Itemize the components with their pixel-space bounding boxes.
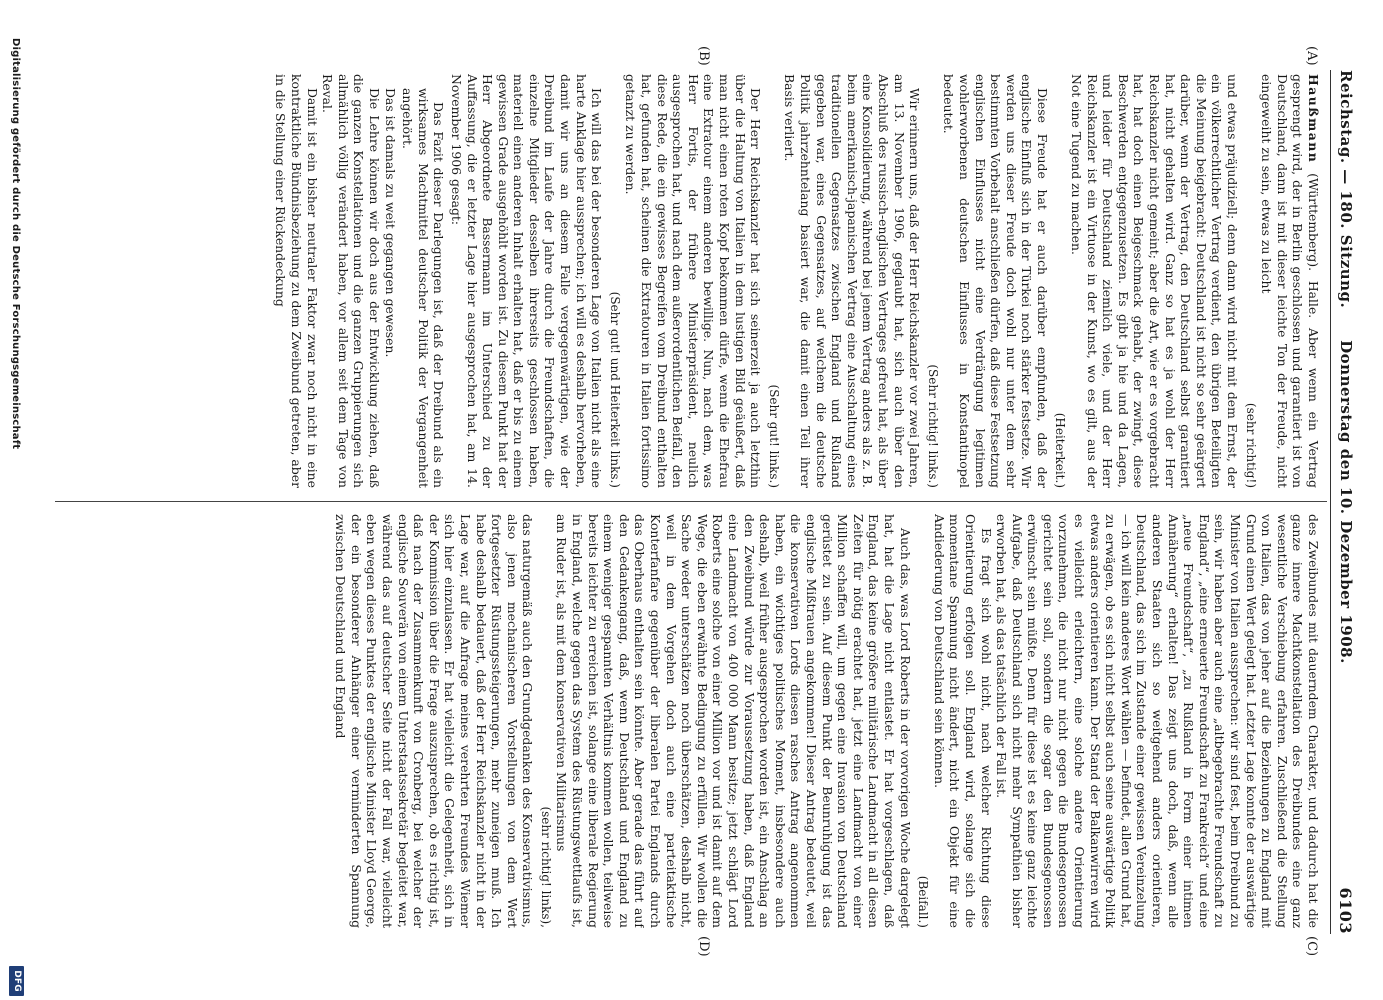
block-quote: Das Fazit dieser Darlegungen ist, daß der Dreibund als ein wirksames Machtmittel deutscher Politik der Vergangenheit angehört. [400, 88, 447, 488]
interjection: (Sehr gut! links.) [766, 384, 781, 488]
paragraph: und etwas präjudiziell; denn dann wird nicht mit dem Ernst, der ein völkerrechtlicher Vertrag verdient, den übrigen Beteiligten die Meinung beigebracht: Deutschland ist nicht so sehr geärgert darüber, wenn der Vertrag, den Deutschland selbst garantiert hat, nicht gehalten wird. Ganz so hat es ja wohl der Herr Reichskanzler nicht gemeint; aber die Art, wie er es vorgebracht hat, hat doch einen Beigeschmack gehabt, der zwingt, diese Beschwerden entgegenzusetzen. Es gibt ja hie und da Lagen, und leider für Deutschland ziemlich viele, und der Herr Reichskanzler ist ein Virtuose in der Kunst, wo es gilt, aus der Not eine Tugend zu machen. [1069, 74, 1241, 488]
page-number: 6103 [1336, 887, 1355, 934]
session-date: Donnerstag den 10. Dezember 1908. [1337, 340, 1355, 664]
paragraph: Ich will das bei der besonderen Lage von Italien nicht als eine harte Anklage hier aussprechen; ich will es deshalb hervorheben, damit wir uns an diesem Falle vergegenwärtigen, wie der Dreibund im Laufe der Jahre durch die Freundschaften, die einzelne Mitglieder desselben ihrerseits geschlossen haben, materiell einen anderen Inhalt erhalten hat, daß er bis zu einem gewissen Grade ausgehöhlt worden ist. Zu diesem Punkt hat der Herr Abgeordnete Bassermann im Unterschied zu der Auffassung, die er letzter Lage hier ausgesprochen hat, am 14. November 1906 gesagt: [448, 74, 605, 488]
interjection: (sehr richtig! links), [538, 806, 553, 928]
interjection: (Beifall.) [916, 875, 931, 928]
margin-marker-b: (B) [696, 46, 711, 66]
column-rule [55, 501, 1327, 502]
paragraph: das naturgemäß auch den Grundgedanken des Konservativismus, also jenen mechanischeren Vorstellungen von dem Wert fortgesetzter Rüstungssteigerungen, mehr zuneigen muß. Ich habe deshalb bedauert, daß der Herr Reichskanzler nicht in der Lage war, auf die Anfrage meines verehrten Freundes Wiemer sich hier einzulassen. Er hat vielleicht die Gelegenheit, sich in der Kommission über die Frage auszusprechen, ob es richtig ist, daß nach der Zusammenkunft von Cronberg, bei welcher der englische Souverän von einem Unterstaatssekretär begleitet war, während das auf deutscher Seite nicht der Fall war, vielleicht eben wegen dieses Punktes der englische Minister Lloyd George, der ein besonderer Anhänger einer verminderten Spannung zwischen Deutschland und England [333, 514, 536, 928]
speaker-name: Haußmann [1306, 74, 1321, 164]
interjection: (Sehr richtig! links.) [925, 364, 940, 488]
paragraph: Die Lehre können wir doch aus der Entwicklung ziehen, daß die ganzen Konstellationen und die ganzen Gruppierungen sich allmählich völlig verändert haben, vor allem seit dem Tage von Reval. [320, 74, 382, 488]
paragraph: Diese Freude hat er auch darüber empfunden, daß der englische Einfluß sich in der Türkei noch stärker festsetze. Wir werden uns dieser Freude doch wohl nur unter dem sehr bestimmten Vorbehalt anschließen dürfen, daß diese Festsetzung englischen Einflusses nicht eine Verdrängung legitimen wohlerworbenen deutschen Einflusses in Konstantinopel bedeutet. [941, 74, 1050, 488]
paragraph: Wir erinnern uns, daß der Herr Reichskanzler vor zwei Jahren, am 13. November 1906, geglaubt hat, sich auch über den Abschluß des russisch-englischen Vertrages gefreut hat, als über eine Konsolidierung, während bei jenem Vertrag anders als z. B. beim amerikanisch-japanischen Vertrag eine Ausschaltung eines traditionellen Gegensatzes zwischen England und Rußland gegeben war, eines Gegensatzes, auf welchem die deutsche Politik jahrzehntelang basiert war, die damit einen Teil ihrer Basis verliert. [782, 74, 923, 488]
paragraph: des Zweibundes mit dauerndem Charakter, und dadurch hat die ganze innere Machtkonstellation des Dreibundes eine ganz wesentliche Verschiebung erfahren. Zuschließend die Stellung von Italien, das von jeher auf die Beziehungen zu England mit Grund einen Wert gelegt hat. Letzter Lage konnte der auswärtige Minister von Italien aussprechen: wir sind fest, beim Dreibund zu sein, wir haben aber auch eine „altbegebrachte Freundschaft zu England“, „eine erneuerte Freundschaft zu Frankreich“ und eine „neue Freundschaft“, „zu Rußland in Form einer intimen Annäherung“ erhalten! Das zeigt uns doch, daß, wenn alle anderen Staaten sich so weitgehend anders orientieren, Deutschland, das sich im Zustande einer gewissen Vereinzelung — ich will kein anderes Wort wählen — befindet, allen Grund hat, zu erwägen, ob es sich nicht selbst auch seine auswärtige Politik etwas anders orientieren kann. Der Stand der Balkanwirren wird es vielleicht erleichtern, eine solche andere Orientierung vorzunehmen, die nicht nur nicht gegen die Bundesgenossen gerichtet sein soll, sondern die sogar den Bundesgenossen erwünscht sein müßte. Denn für diese ist es keine ganz leichte Aufgabe, daß Deutschland sich nicht mehr Sympathien bisher erworben hat, als das tatsächlich der Fall ist. [994, 514, 1321, 928]
header-rule [1330, 70, 1331, 934]
paragraph: Es fragt sich wohl nicht, nach welcher Richtung diese Orientierung erfolgen soll. England wird, solange sich die momentane Spannung nicht ändert, nicht ein Objekt für eine Andiederung von Deutschland sein können. [931, 514, 994, 928]
right-column [58, 514, 1321, 928]
paragraph: Das ist damals zu weit gegangen gewesen. [382, 88, 398, 358]
margin-marker-a: (A) [1304, 46, 1319, 66]
margin-marker-d: (D) [696, 936, 711, 957]
session-title: Reichstag. — 180. Sitzung. [1337, 70, 1355, 309]
paragraph: Der Herr Reichskanzler hat sich seinerzeit ja auch letzthin über die Haltung von Italien in dem lustigen Bild geäußert, daß man nicht einen roten Kopf bekommen dürfe, wenn die Ehefrau eine Extratour einem anderen bewillige. Nun, nach dem, was Herr Fortis, der frühere Ministerpräsident, neulich ausgesprochen hat, und nach dem außerordentlichen Beifall, den diese Rede, die ein gewisses Begreifen vom Dreibund enthalten hat, gefunden hat, scheinen die Extratouren in Italien fortissimo getanzt zu werden. [623, 74, 764, 488]
running-head [1331, 70, 1361, 934]
left-column [58, 74, 1321, 488]
speaker-region: (Württemberg). [1306, 173, 1321, 272]
dfg-logo: DFG [9, 966, 24, 996]
paragraph-text: Halle. Aber wenn ein Vertrag gesprengt wird, der in Berlin geschlossen und garantiert ist von Deutschland, dann ist mit dieser leichte Ton der Freude, nicht eingeweiht zu sein, etwas zu leicht [1259, 74, 1321, 488]
digitization-credit [6, 0, 24, 1000]
credit-text: Digitalisierung gefördert durch die Deutsche Forschungsgemeinschaft [10, 38, 21, 450]
margin-marker-c: (C) [1304, 936, 1319, 957]
paragraph [1259, 74, 1321, 488]
interjection: (Sehr gut! und Heiterkeit links.) [607, 291, 622, 488]
interjection: (Heiterkeit.) [1053, 412, 1068, 488]
interjection: (sehr richtig!) [1243, 402, 1258, 488]
paragraph: Auch das, was Lord Roberts in der vorvorigen Woche dargelegt hat, hat die Lage nicht entlastet. Er hat vorgeschlagen, daß England, das keine größere militärische Landmacht in all diesen Zeiten für nötig erachtet hat, jetzt eine Landmacht von einer Million schaffen will, um gegen eine Invasion von Deutschland gerüstet zu sein. Auf diesem Punkt der Beunruhigung ist das englische Mißtrauen angekommen! Dieser Antrag bedeutet, weil die konservativen Lords diesen rasches Antrag angenommen haben, ein wichtiges politisches Moment, insbesondere auch deshalb, weil früher ausgesprochen worden ist, ein Anschlag an den Zweibund würde zur Voraussetzung haben, daß England eine Landmacht von 400 000 Mann besitze; jetzt schlägt Lord Roberts eine solche von einer Million vor und ist damit auf dem Wege, die eben erwähnte Bedingung zu erfüllen. Wir wollen die Sache weder unterschätzen noch überschätzen, deshalb nicht, weil in dem Vorgehen doch auch eine parteitaktische Konterfanfare gegenüber der liberalen Partei Englands durch das Oberhaus enthalten sein könnte. Aber gerade das führt auf den Gedankengang, daß, wenn Deutschland und England zu einem weniger gespannten Verhältnis kommen wollen, teilweise bereits leichter zu erreichen ist, solange eine liberale Regierung in England, welche gegen das System des Rüstungswettlaufs ist, am Ruder ist, als mit dem konservativen Militarismus [554, 514, 913, 928]
paragraph: Damit ist ein bisher neutraler Faktor zwar noch nicht in eine kontraktliche Bündnisbeziehung zu dem Zweibund getreten, aber in die Stellung einer Rückendeckung [273, 74, 320, 488]
